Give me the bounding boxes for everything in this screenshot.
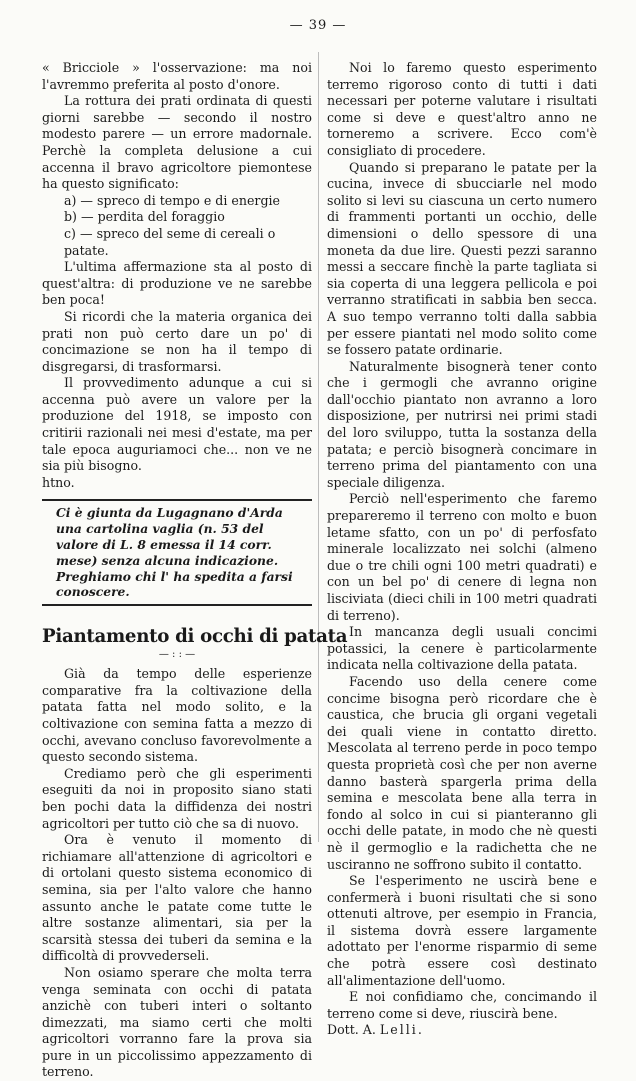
- author-name: Lelli.: [379, 1022, 424, 1038]
- intro-paragraph: La rottura dei prati ordinata di questi giorni sarebbe — secondo il nostro modesto parere — un errore madornale. Perchè la completa delusione a cui accenna il bravo agricoltore piemontese ha questo significato:: [42, 93, 312, 192]
- list-item: a) — spreco di tempo e di energie: [64, 192, 280, 208]
- article-paragraph: Facendo uso della cenere come concime bisogna però ricordare che è caustica, che brucia gli organi vegetali dei quali viene in contatto diretto. Mescolata al terreno perde in poco tempo questa proprietà così che per non averne danno basterà spargerla prima della semina e mescolata bene alla terra in fondo al solco in cui si pianteranno gli occhi delle patate, in modo che nè questi nè il germoglio e la radichetta che ne usciranno ne soffrono subito il contatto.: [327, 673, 597, 872]
- ornament: — : : —: [158, 649, 196, 661]
- body-paragraph: Il provvedimento adunque a cui si accenna può avere un valore per la produzione del 1918, se imposto con critirii razionali nei mesi d'estate, ma per tale epoca auguriamoci che... non ve ne sia più bisogno.: [42, 375, 312, 474]
- article-paragraph: E noi confidiamo che, concimando il terreno come si deve, riuscirà bene.: [327, 989, 597, 1021]
- article-paragraph: Perciò nell'esperimento che faremo prepareremo il terreno con molto e buon letame sfatto, con un po' di perfosfato minerale localizzato nei solchi (almeno due o tre chili ogni 100 metri quadrati) e con un bel po' di cenere di legna non lisciviata (dieci chili in 100 metri quadrati di terreno).: [327, 491, 597, 623]
- right-column: [327, 60, 597, 1039]
- article-paragraph: Se l'esperimento ne uscirà bene e confermerà i buoni risultati che si sono ottenuti altrove, per esempio in Francia, il sistema dovrà essere largamente adottato per l'enorme risparmio di seme che potrà essere così destinato all'alimentazione dell'uomo.: [327, 873, 597, 988]
- list-item: b) — perdita del foraggio: [64, 209, 225, 225]
- article-paragraph: In mancanza degli usuali concimi potassici, la cenere è particolarmente indicata nella coltivazione della patata.: [327, 624, 597, 673]
- article-paragraph: Crediamo però che gli esperimenti eseguiti da noi in proposito siano stati ben pochi data la diffidenza dei nostri agricoltori per tutto ciò che sa di nuovo.: [42, 765, 312, 831]
- author-signature: [327, 1022, 597, 1039]
- article-paragraph: Già da tempo delle esperienze comparative fra la coltivazione della patata fatta nel modo solito, e la coltivazione con semina fatta a mezzo di occhi, avevano concluso favorevolmente a questo secondo sistema.: [42, 666, 312, 765]
- article-paragraph: Quando si preparano le patate per la cucina, invece di sbucciarle nel modo solito si levi su ciascuna un certo numero di frammenti portanti un occhio, delle dimensioni o dello spessore di una moneta da due lire. Questi pezzi saranno messi a seccare finchè la parte tagliata si sia coperta di una leggera pellicola e poi verranno stratificati in sabbia ben secca. A suo tempo verranno tolti dalla sabbia per essere piantati nel modo solito come se fossero patate ordinarie.: [327, 159, 597, 358]
- list-item: c) — spreco del seme di cereali o patate.: [64, 225, 276, 258]
- article-paragraph: Non osiamo sperare che molta terra venga seminata con occhi di patata anzichè con tuberi interi o soltanto dimezzati, ma siamo certi che molti agricoltori vorranno fare la prova sia pure in un piccolissimo appezzamento di terreno.: [42, 964, 312, 1080]
- column-divider: [318, 52, 319, 842]
- intro-paragraph: « Bricciole » l'osservazione: ma noi l'avremmo preferita al posto d'onore.: [42, 60, 312, 92]
- notice-box: Ci è giunta da Lugagnano d'Arda una cartolina vaglia (n. 53 del valore di L. 8 emessa il 14 corr. mese) senza alcuna indicazione. Preghiamo chi l' ha spedita a farsi conoscere.: [42, 499, 312, 606]
- article-paragraph: Noi lo faremo questo esperimento terremo rigoroso conto di tutti i dati necessari per poterne valutare i risultati come si deve e quest'altro anno ne torneremo a scrivere. Ecco com'è consigliato di procedere.: [327, 60, 597, 158]
- left-column: [42, 60, 348, 1081]
- body-paragraph: L'ultima affermazione sta al posto di quest'altra: di produzione ve ne sarebbe ben poca!: [42, 259, 312, 308]
- signature: htno.: [42, 474, 75, 490]
- page-number: — 39 —: [289, 18, 347, 33]
- article-paragraph: Ora è venuto il momento di richiamare all'attenzione di agricoltori e di ortolani questo sistema economico di semina, sia per l'alto valore che hanno assunto anche le patate come tutte le altre sostanze alimentari, sia per la scarsità stessa dei tuberi da semina e la difficoltà di provvederseli.: [42, 832, 312, 964]
- article-paragraph: Naturalmente bisognerà tener conto che i germogli che avranno origine dall'occhio piantato non avranno a loro disposizione, per nutrirsi nei primi stadi del loro sviluppo, tutta la sostanza della patata; e perciò bisognerà concimare in terreno prima del piantamento con una speciale diligenza.: [327, 358, 597, 490]
- author-prefix: Dott. A.: [327, 1022, 376, 1038]
- section-title: Piantamento di occhi di patata: [42, 626, 348, 648]
- body-paragraph: Si ricordi che la materia organica dei prati non può certo dare un po' di concimazione se non ha il tempo di disgregarsi, di trasformarsi.: [42, 308, 312, 374]
